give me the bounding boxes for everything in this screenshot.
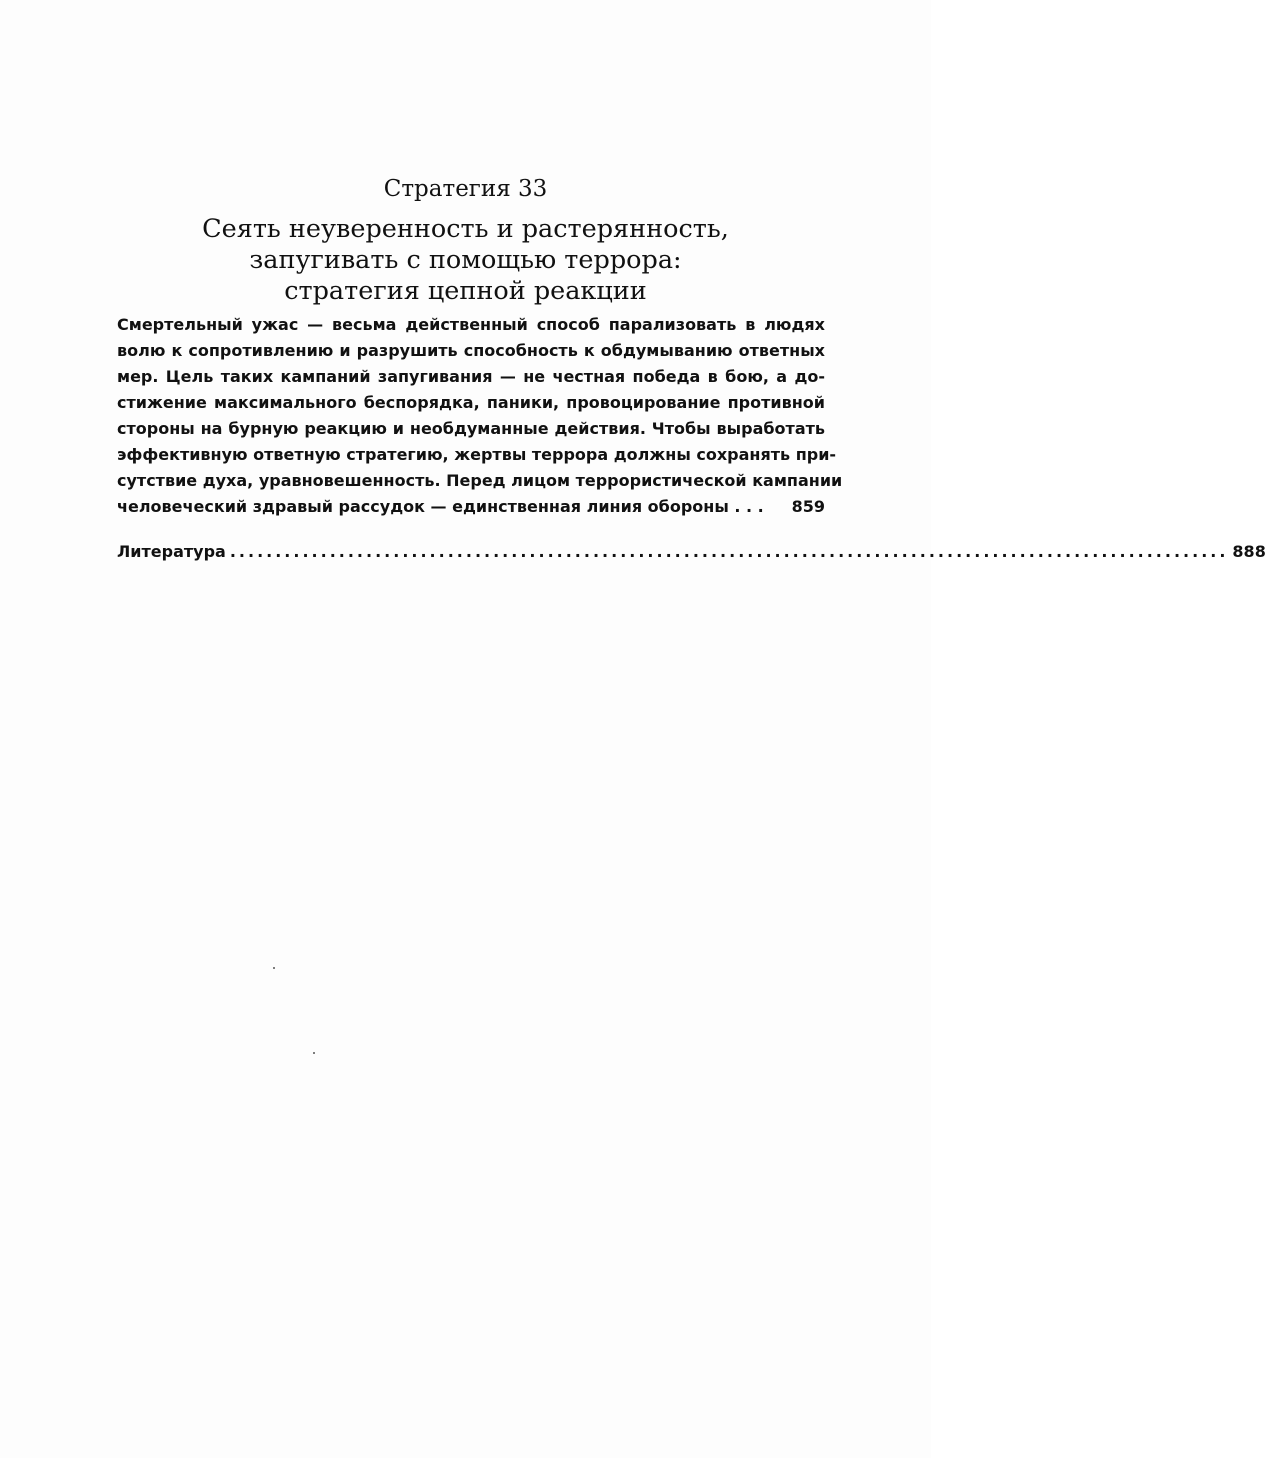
scan-speck	[313, 1052, 315, 1054]
strategy-number: Стратегия 33	[383, 176, 548, 202]
strategy-title	[0, 214, 931, 307]
strategy-description	[117, 312, 843, 520]
toc-entry-page: 888	[1232, 542, 1266, 561]
toc-entry-label: Литература	[117, 542, 226, 561]
description-line: эффективную ответную стратегию, жертвы террора должны сохранять при-	[117, 445, 837, 464]
description-line: стижение максимального беспорядка, паники, провоцирование противной	[117, 393, 825, 412]
strategy-title-line: стратегия цепной реакции	[284, 276, 647, 306]
description-line: мер. Цель таких кампаний запугивания — не честная победа в бою, а до-	[117, 367, 825, 386]
description-line: сутствие духа, уравновешенность. Перед лицом террористической кампании	[117, 471, 843, 490]
description-line: волю к сопротивлению и разрушить способность к обдумыванию ответных	[117, 341, 825, 360]
scan-speck	[273, 967, 275, 969]
toc-dot-leader: ..............................................................................................................	[229, 542, 1229, 561]
toc-entry-literature	[117, 542, 1266, 561]
description-last-line	[117, 494, 825, 520]
description-line: человеческий здравый рассудок — единственная линия обороны . . .	[117, 497, 764, 516]
strategy-title-line: Сеять неуверенность и растерянность,	[202, 214, 729, 244]
strategy-page-number: 859	[791, 497, 825, 516]
description-line: Смертельный ужас — весьма действенный способ парализовать в людях	[117, 315, 825, 334]
strategy-title-line: запугивать с помощью террора:	[249, 245, 682, 275]
description-line: стороны на бурную реакцию и необдуманные действия. Чтобы выработать	[117, 419, 825, 438]
